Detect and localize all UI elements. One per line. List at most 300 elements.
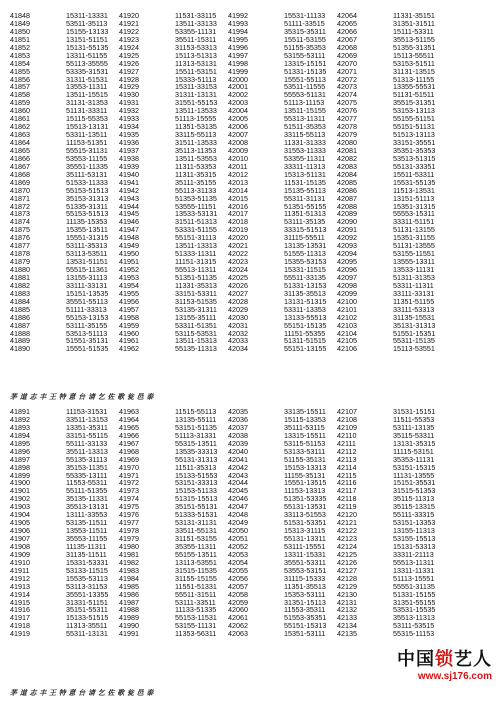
entry-code: 53311-11311 bbox=[393, 280, 434, 290]
entry-code: 53151-33313 bbox=[175, 478, 218, 488]
entry-number: 41928 bbox=[119, 74, 139, 84]
entry-number: 42082 bbox=[337, 153, 357, 163]
entry-number: 41880 bbox=[10, 265, 30, 274]
entry-number: 42100 bbox=[337, 296, 357, 306]
entry-code: 35135-11331 bbox=[66, 494, 108, 504]
entry-code: 53355-11131 bbox=[175, 26, 217, 36]
entry-number: 42063 bbox=[228, 629, 248, 639]
entry-number: 41941 bbox=[119, 177, 139, 187]
entry-number: 42086 bbox=[337, 185, 357, 195]
entry-code: 53111-35313 bbox=[66, 241, 108, 251]
entry-number: 41960 bbox=[119, 328, 139, 338]
entry-code: 13553-11311 bbox=[66, 82, 108, 92]
entry-number: 41926 bbox=[119, 58, 139, 68]
entry-number: 41989 bbox=[119, 613, 139, 623]
entry-code: 15115-55353 bbox=[66, 114, 108, 124]
entry-code: 33111-33131 bbox=[393, 288, 435, 298]
entry-code: 15333-51113 bbox=[175, 74, 217, 84]
entry-code: 55131-33351 bbox=[393, 161, 436, 171]
entry-number: 41849 bbox=[10, 18, 30, 28]
entry-number: 42056 bbox=[228, 573, 248, 583]
entry-number: 42054 bbox=[228, 557, 248, 567]
entry-code: 15151-13535 bbox=[66, 288, 109, 298]
entry-code: 11515-55113 bbox=[175, 407, 217, 416]
entry-code: 31135-11511 bbox=[66, 549, 107, 559]
caption-bottom: 茅 道 志 丰 王 特 意 台 请 乞 佐 歌 瓮 邑 泰 bbox=[10, 690, 154, 697]
watermark-brand bbox=[397, 645, 492, 671]
entry-number: 41924 bbox=[119, 42, 139, 52]
entry-code: 55551-31135 bbox=[393, 581, 435, 591]
entry-number: 42037 bbox=[228, 422, 248, 432]
entry-number: 41907 bbox=[10, 534, 30, 543]
entry-code: 13151-51113 bbox=[393, 193, 435, 203]
entry-code: 55111-51355 bbox=[66, 486, 108, 496]
entry-number: 41997 bbox=[228, 50, 248, 60]
entry-number: 42083 bbox=[337, 161, 357, 171]
entry-number: 41856 bbox=[10, 74, 30, 84]
entry-number: 41886 bbox=[10, 312, 30, 322]
entry-number: 41961 bbox=[119, 336, 139, 346]
code-column bbox=[66, 12, 119, 353]
entry-code: 53553-11155 bbox=[66, 153, 108, 163]
entry-number: 42067 bbox=[337, 34, 357, 44]
entry-code: 31351-15113 bbox=[284, 597, 326, 607]
entry-number: 42110 bbox=[337, 430, 357, 440]
entry-number: 41877 bbox=[10, 241, 30, 251]
entry-code: 51351-53335 bbox=[284, 494, 327, 504]
entry-code: 51131-13555 bbox=[393, 241, 435, 251]
entry-code: 13311-51155 bbox=[66, 50, 108, 60]
entry-number: 41965 bbox=[119, 422, 139, 432]
entry-number: 42126 bbox=[337, 557, 357, 567]
entry-code: 55135-11313 bbox=[175, 344, 217, 354]
entry-code: 35513-13131 bbox=[66, 502, 109, 512]
entry-code: 35513-51155 bbox=[393, 34, 435, 44]
entry-number: 41950 bbox=[119, 249, 139, 259]
entry-code: 53131-31131 bbox=[175, 518, 217, 528]
entry-code: 51513-13113 bbox=[393, 130, 435, 140]
entry-code: 15131-55135 bbox=[66, 42, 109, 52]
entry-code: 15551-55113 bbox=[284, 74, 326, 84]
entry-code: 13133-55513 bbox=[284, 312, 327, 322]
number-column bbox=[337, 408, 393, 638]
entry-code: 35111-53131 bbox=[66, 169, 108, 179]
entry-number: 41921 bbox=[119, 18, 139, 28]
entry-number: 42125 bbox=[337, 549, 357, 559]
entry-number: 42104 bbox=[337, 328, 357, 338]
entry-code: 35553-11155 bbox=[66, 534, 108, 543]
entry-code: 35151-55311 bbox=[66, 605, 108, 615]
entry-number: 42000 bbox=[228, 74, 248, 84]
entry-number: 41917 bbox=[10, 613, 30, 623]
entry-code: 31351-31511 bbox=[393, 18, 435, 28]
entry-number: 42029 bbox=[228, 304, 248, 314]
entry-number: 41949 bbox=[119, 241, 139, 251]
entry-code: 55111-33315 bbox=[393, 510, 435, 520]
entry-number: 42122 bbox=[337, 526, 357, 536]
entry-code: 53115-53531 bbox=[175, 328, 217, 338]
entry-code: 55131-31313 bbox=[175, 454, 218, 464]
entry-number: 42033 bbox=[228, 336, 248, 346]
entry-number: 41889 bbox=[10, 336, 30, 346]
entry-number: 42006 bbox=[228, 122, 248, 132]
entry-code: 51131-13155 bbox=[393, 225, 435, 235]
entry-number: 41931 bbox=[119, 98, 139, 108]
entry-number: 41977 bbox=[119, 518, 139, 528]
number-column bbox=[228, 12, 284, 353]
entry-number: 42072 bbox=[337, 74, 357, 84]
entry-code: 15153-51133 bbox=[175, 486, 217, 496]
entry-code: 15355-13511 bbox=[66, 225, 108, 235]
number-column bbox=[119, 12, 175, 353]
entry-code: 35113-11353 bbox=[175, 145, 217, 155]
entry-code: 31531-15151 bbox=[393, 407, 436, 416]
entry-number: 42025 bbox=[228, 272, 248, 282]
entry-code: 51531-53351 bbox=[284, 518, 327, 528]
entry-code: 55553-15311 bbox=[393, 209, 435, 219]
entry-number: 42052 bbox=[228, 541, 248, 551]
entry-code: 33111-53313 bbox=[393, 304, 435, 314]
entry-code: 55511-33135 bbox=[284, 272, 326, 282]
entry-code: 13553-11511 bbox=[66, 526, 108, 536]
entry-number: 42107 bbox=[337, 407, 357, 416]
entry-number: 41850 bbox=[10, 26, 30, 36]
entry-code: 11331-31333 bbox=[284, 138, 326, 147]
entry-code: 15135-55113 bbox=[284, 185, 326, 195]
entry-number: 42093 bbox=[337, 241, 357, 251]
entry-code: 15551-31315 bbox=[66, 233, 109, 243]
entry-code: 11131-13555 bbox=[393, 470, 435, 480]
entry-code: 13155-11313 bbox=[393, 526, 435, 536]
entry-number: 41859 bbox=[10, 98, 30, 108]
entry-code: 51351-51135 bbox=[175, 272, 217, 282]
entry-code: 11153-31531 bbox=[66, 407, 108, 416]
entry-code: 15311-13331 bbox=[66, 11, 108, 20]
entry-code: 11115-53151 bbox=[393, 446, 434, 456]
entry-number: 42080 bbox=[337, 138, 357, 147]
code-column bbox=[175, 12, 228, 353]
entry-code: 53155-11551 bbox=[393, 249, 435, 259]
entry-code: 51355-31351 bbox=[393, 42, 436, 52]
entry-code: 13511-15515 bbox=[66, 90, 108, 100]
entry-number: 41904 bbox=[10, 510, 30, 520]
entry-code: 53151-51135 bbox=[175, 422, 217, 432]
entry-number: 42018 bbox=[228, 217, 248, 227]
entry-number: 41883 bbox=[10, 288, 30, 298]
entry-number: 42123 bbox=[337, 534, 357, 543]
entry-number: 41875 bbox=[10, 225, 30, 235]
entry-code: 31131-31353 bbox=[66, 98, 108, 108]
entry-code: 31553-11333 bbox=[284, 145, 326, 155]
entry-number: 41952 bbox=[119, 265, 139, 274]
entry-number: 42077 bbox=[337, 114, 357, 124]
entry-code: 35511-15311 bbox=[175, 34, 217, 44]
entry-number: 42101 bbox=[337, 304, 357, 314]
entry-number: 42133 bbox=[337, 613, 357, 623]
entry-code: 53531-15535 bbox=[393, 605, 436, 615]
entry-number: 41865 bbox=[10, 145, 30, 155]
entry-number: 41868 bbox=[10, 169, 30, 179]
entry-number: 42111 bbox=[337, 438, 356, 448]
entry-number: 42106 bbox=[337, 344, 357, 354]
entry-number: 42102 bbox=[337, 312, 357, 322]
watermark-url: www.sj176.com bbox=[417, 671, 492, 682]
entry-number: 42129 bbox=[337, 581, 357, 591]
entry-number: 42001 bbox=[228, 82, 248, 92]
entry-code: 31511-13533 bbox=[175, 138, 217, 147]
entry-number: 42031 bbox=[228, 320, 248, 330]
entry-number: 42040 bbox=[228, 446, 248, 456]
entry-code: 13315-15511 bbox=[284, 430, 326, 440]
entry-number: 41852 bbox=[10, 42, 30, 52]
entry-code: 55313-11311 bbox=[284, 114, 326, 124]
entry-number: 42081 bbox=[337, 145, 357, 155]
entry-number: 41853 bbox=[10, 50, 30, 60]
entry-number: 42120 bbox=[337, 510, 357, 520]
entry-number: 41936 bbox=[119, 138, 139, 147]
entry-number: 42027 bbox=[228, 288, 248, 298]
entry-number: 41908 bbox=[10, 541, 30, 551]
entry-number: 41974 bbox=[119, 494, 139, 504]
entry-number: 41945 bbox=[119, 209, 139, 219]
entry-code: 35515-31351 bbox=[393, 98, 436, 108]
entry-code: 51351-55155 bbox=[284, 201, 327, 211]
entry-code: 51335-31311 bbox=[66, 201, 108, 211]
entry-code: 15113-51313 bbox=[175, 50, 217, 60]
entry-number: 42059 bbox=[228, 597, 248, 607]
entry-code: 51111-33313 bbox=[66, 304, 107, 314]
entry-number: 41995 bbox=[228, 34, 248, 44]
entry-number: 42019 bbox=[228, 225, 248, 235]
entry-code: 31351-55155 bbox=[393, 597, 436, 607]
entry-number: 41858 bbox=[10, 90, 30, 100]
entry-code: 51131-51511 bbox=[393, 90, 435, 100]
entry-number: 42038 bbox=[228, 430, 248, 440]
entry-code: 53151-15315 bbox=[393, 462, 436, 472]
entry-number: 41987 bbox=[119, 597, 139, 607]
number-column bbox=[10, 408, 66, 638]
entry-code: 53133-53111 bbox=[284, 446, 326, 456]
entry-number: 41890 bbox=[10, 344, 30, 354]
entry-number: 41893 bbox=[10, 422, 30, 432]
entry-number: 41909 bbox=[10, 549, 30, 559]
entry-number: 42002 bbox=[228, 90, 248, 100]
entry-number: 41932 bbox=[119, 106, 139, 116]
entry-code: 31135-35513 bbox=[284, 288, 326, 298]
entry-code: 15113-53551 bbox=[393, 344, 435, 354]
entry-code: 15353-53111 bbox=[284, 589, 326, 599]
entry-number: 42036 bbox=[228, 414, 248, 424]
entry-number: 42069 bbox=[337, 50, 357, 60]
entry-code: 51311-51515 bbox=[284, 336, 326, 346]
entry-code: 13511-13313 bbox=[175, 241, 217, 251]
entry-number: 41937 bbox=[119, 145, 139, 155]
entry-code: 51553-35351 bbox=[284, 613, 327, 623]
entry-number: 41872 bbox=[10, 201, 30, 211]
entry-number: 41882 bbox=[10, 280, 30, 290]
entry-code: 33115-55113 bbox=[175, 130, 217, 140]
entry-code: 35153-11351 bbox=[66, 462, 108, 472]
number-column bbox=[228, 408, 284, 638]
entry-number: 42073 bbox=[337, 82, 357, 92]
entry-code: 11553-35311 bbox=[284, 605, 326, 615]
entry-code: 33151-55115 bbox=[66, 430, 108, 440]
entry-code: 53513-51113 bbox=[66, 328, 108, 338]
entry-code: 31115-15333 bbox=[284, 573, 326, 583]
entry-code: 11133-51335 bbox=[175, 605, 217, 615]
entry-code: 11511-35313 bbox=[175, 462, 217, 472]
entry-number: 41870 bbox=[10, 185, 30, 195]
entry-code: 11313-35511 bbox=[66, 621, 108, 631]
column-group bbox=[10, 408, 119, 638]
entry-number: 42065 bbox=[337, 18, 357, 28]
entry-code: 51113-11153 bbox=[284, 98, 325, 108]
entry-number: 41971 bbox=[119, 470, 139, 480]
entry-code: 35153-31313 bbox=[66, 193, 109, 203]
code-column bbox=[393, 408, 446, 638]
entry-code: 55151-15135 bbox=[284, 320, 327, 330]
entry-number: 41866 bbox=[10, 153, 30, 163]
entry-code: 15351-53111 bbox=[284, 629, 326, 639]
entry-code: 31311-51531 bbox=[66, 74, 108, 84]
column-group bbox=[337, 408, 446, 638]
entry-code: 31151-53155 bbox=[175, 534, 217, 543]
entry-code: 33111-33131 bbox=[66, 280, 108, 290]
entry-number: 41897 bbox=[10, 454, 30, 464]
entry-number: 41976 bbox=[119, 510, 139, 520]
entry-number: 41962 bbox=[119, 344, 139, 354]
entry-number: 42028 bbox=[228, 296, 248, 306]
entry-code: 31511-51313 bbox=[175, 217, 217, 227]
entry-code: 11351-51155 bbox=[393, 296, 435, 306]
entry-code: 51555-11313 bbox=[284, 249, 326, 259]
entry-code: 33135-15511 bbox=[284, 407, 326, 416]
entry-code: 11353-56311 bbox=[175, 629, 217, 639]
entry-number: 42023 bbox=[228, 257, 248, 267]
entry-number: 41901 bbox=[10, 486, 30, 496]
entry-code: 15511-53311 bbox=[393, 169, 435, 179]
entry-code: 53355-11311 bbox=[284, 153, 326, 163]
entry-code: 13511-15313 bbox=[175, 336, 217, 346]
entry-code: 35115-13315 bbox=[393, 502, 435, 512]
entry-code: 55151-13155 bbox=[284, 344, 327, 354]
entry-code: 13511-15155 bbox=[284, 106, 326, 116]
entry-code: 11531-33115 bbox=[175, 11, 217, 20]
entry-code: 33315-51513 bbox=[284, 225, 327, 235]
entry-number: 41916 bbox=[10, 605, 30, 615]
entry-number: 42041 bbox=[228, 454, 248, 464]
entry-number: 42060 bbox=[228, 605, 248, 615]
entry-number: 42091 bbox=[337, 225, 357, 235]
entry-code: 15151-35531 bbox=[393, 478, 436, 488]
entry-number: 42013 bbox=[228, 177, 248, 187]
entry-number: 42109 bbox=[337, 422, 357, 432]
entry-code: 13535-33313 bbox=[175, 446, 218, 456]
entry-code: 55153-51513 bbox=[66, 209, 109, 219]
entry-code: 15551-51535 bbox=[66, 344, 109, 354]
entry-code: 11553-55311 bbox=[66, 478, 108, 488]
entry-code: 13131-35315 bbox=[393, 438, 436, 448]
entry-number: 41910 bbox=[10, 557, 30, 567]
entry-number: 42095 bbox=[337, 257, 357, 267]
entry-code: 55131-13531 bbox=[284, 502, 327, 512]
entry-code: 53113-53511 bbox=[66, 249, 108, 259]
entry-code: 51313-11155 bbox=[393, 74, 435, 84]
entry-code: 35115-53311 bbox=[393, 430, 435, 440]
entry-number: 42113 bbox=[337, 454, 357, 464]
entry-number: 42044 bbox=[228, 478, 248, 488]
number-column bbox=[10, 12, 66, 353]
entry-code: 33311-21113 bbox=[393, 549, 434, 559]
entry-number: 42015 bbox=[228, 193, 248, 203]
entry-code: 51511-35353 bbox=[284, 122, 326, 132]
entry-number: 41969 bbox=[119, 454, 139, 464]
entry-number: 42121 bbox=[337, 518, 357, 528]
entry-number: 42066 bbox=[337, 26, 357, 36]
entry-code: 13155-31113 bbox=[66, 272, 108, 282]
entry-number: 41951 bbox=[119, 257, 139, 267]
code-column bbox=[175, 408, 228, 638]
entry-code: 13531-51151 bbox=[66, 257, 108, 267]
entry-number: 42078 bbox=[337, 122, 357, 132]
entry-number: 42128 bbox=[337, 573, 357, 583]
entry-number: 41923 bbox=[119, 34, 139, 44]
entry-number: 41857 bbox=[10, 82, 30, 92]
column-group bbox=[337, 12, 446, 353]
entry-code: 15531-55135 bbox=[393, 177, 436, 187]
entry-code: 51113-15555 bbox=[175, 114, 217, 124]
entry-number: 41998 bbox=[228, 58, 248, 68]
entry-code: 53513-51315 bbox=[393, 153, 436, 163]
number-column bbox=[337, 12, 393, 353]
entry-number: 42076 bbox=[337, 106, 357, 116]
entry-number: 42062 bbox=[228, 621, 248, 631]
entry-number: 41862 bbox=[10, 122, 30, 132]
entry-number: 41947 bbox=[119, 225, 139, 235]
entry-code: 51315-15513 bbox=[175, 494, 218, 504]
entry-code: 31135-15531 bbox=[393, 312, 435, 322]
entry-code: 13511-13533 bbox=[175, 106, 217, 116]
entry-code: 51111-33515 bbox=[284, 18, 325, 28]
entry-code: 11313-53131 bbox=[175, 58, 217, 68]
entry-code: 53311-13511 bbox=[66, 130, 108, 140]
entry-number: 41894 bbox=[10, 430, 30, 440]
entry-code: 55315-13511 bbox=[175, 438, 217, 448]
entry-code: 35315-35311 bbox=[284, 26, 326, 36]
entry-code: 51551-15351 bbox=[393, 328, 436, 338]
entry-number: 42034 bbox=[228, 344, 248, 354]
entry-code: 15311-33153 bbox=[175, 82, 217, 92]
entry-code: 55153-13153 bbox=[66, 312, 109, 322]
entry-code: 15551-13515 bbox=[284, 478, 327, 488]
entry-code: 55315-11153 bbox=[393, 629, 435, 639]
entry-number: 41946 bbox=[119, 217, 139, 227]
code-column bbox=[66, 408, 119, 638]
entry-code: 53335-31531 bbox=[66, 66, 109, 76]
entry-number: 41861 bbox=[10, 114, 30, 124]
entry-number: 42022 bbox=[228, 249, 248, 259]
entry-number: 42007 bbox=[228, 130, 248, 140]
entry-code: 53111-15551 bbox=[284, 541, 326, 551]
entry-code: 53155-53111 bbox=[284, 50, 326, 60]
entry-number: 42088 bbox=[337, 201, 357, 211]
entry-code: 13555-13311 bbox=[393, 257, 435, 267]
entry-code: 53111-53515 bbox=[393, 621, 435, 631]
entry-number: 41956 bbox=[119, 296, 139, 306]
entry-code: 55151-51131 bbox=[393, 122, 435, 132]
entry-number: 41980 bbox=[119, 541, 139, 551]
entry-code: 15351-31315 bbox=[393, 201, 436, 211]
